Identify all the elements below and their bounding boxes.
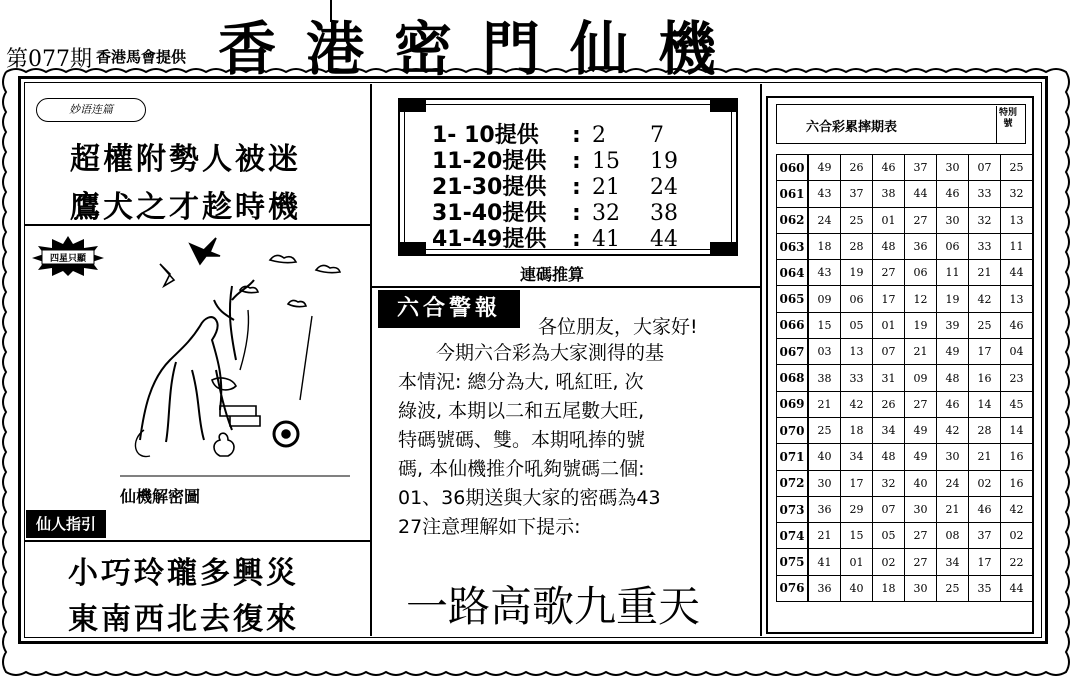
number-cell: 27 <box>873 260 905 286</box>
table-row <box>777 286 1033 312</box>
table-row <box>777 233 1033 259</box>
period-cell: 061 <box>777 181 809 207</box>
number-cell: 23 <box>1001 365 1033 391</box>
number-cell: 46 <box>873 155 905 181</box>
number-cell: 40 <box>905 470 937 496</box>
verse-bottom-line-2: 東南西北去復來 <box>68 602 299 637</box>
period-cell: 062 <box>777 207 809 233</box>
number-cell: 49 <box>808 155 841 181</box>
number-cell: 37 <box>841 181 873 207</box>
number-cell: 43 <box>808 181 841 207</box>
body-line: 碼, 本仙機推介吼夠號碼二個: <box>398 458 645 480</box>
slogan: 一路高歌九重天 <box>406 582 701 631</box>
number-cell: 05 <box>841 312 873 338</box>
number-cell: 25 <box>808 417 841 443</box>
period-cell: 067 <box>777 339 809 365</box>
number-cell: 09 <box>905 365 937 391</box>
period-cell: 072 <box>777 470 809 496</box>
number-cell: 25 <box>1001 155 1033 181</box>
number-cell: 01 <box>841 549 873 575</box>
number-cell: 04 <box>1001 339 1033 365</box>
number-cell: 32 <box>1001 181 1033 207</box>
period-cell: 060 <box>777 155 809 181</box>
number-cell: 27 <box>905 207 937 233</box>
number-cell: 16 <box>1001 470 1033 496</box>
period-cell: 069 <box>777 391 809 417</box>
number-cell: 01 <box>873 312 905 338</box>
number-cell: 16 <box>1001 444 1033 470</box>
number-cell: 28 <box>841 233 873 259</box>
body-line: 27注意理解如下提示: <box>398 516 581 538</box>
number-cell: 14 <box>969 391 1001 417</box>
number-cell: 17 <box>873 286 905 312</box>
divider-left-lower <box>24 540 370 542</box>
number-cell: 46 <box>1001 312 1033 338</box>
number-cell: 05 <box>873 523 905 549</box>
period-cell: 066 <box>777 312 809 338</box>
number-cell: 13 <box>1001 286 1033 312</box>
table-row <box>777 260 1033 286</box>
number-cell: 21 <box>937 496 969 522</box>
number-cell: 29 <box>841 496 873 522</box>
period-cell: 071 <box>777 444 809 470</box>
number-row-label: 11-20提供 <box>432 149 547 174</box>
number-cell: 36 <box>808 575 841 601</box>
number-cell: 19 <box>937 286 969 312</box>
number-cell: 21 <box>969 260 1001 286</box>
number-cell: 44 <box>905 181 937 207</box>
number-cell: 46 <box>969 496 1001 522</box>
verse-top-line-2: 鷹犬之才趁時機 <box>70 190 301 225</box>
number-cell: 44 <box>1001 575 1033 601</box>
number-b: 19 <box>650 149 678 174</box>
body-line: 本情況: 總分為大, 吼紅旺, 次 <box>398 371 644 393</box>
table-row <box>777 417 1033 443</box>
number-cell: 30 <box>905 496 937 522</box>
number-a: 21 <box>592 175 620 200</box>
number-cell: 24 <box>937 470 969 496</box>
body-line: 01、36期送與大家的密碼為43 <box>398 487 661 509</box>
number-cell: 09 <box>808 286 841 312</box>
number-cell: 26 <box>873 391 905 417</box>
number-cell: 30 <box>937 444 969 470</box>
number-cell: 25 <box>969 312 1001 338</box>
number-cell: 48 <box>873 444 905 470</box>
number-cell: 49 <box>905 417 937 443</box>
number-cell: 40 <box>808 444 841 470</box>
number-cell: 02 <box>873 549 905 575</box>
number-cell: 06 <box>937 233 969 259</box>
number-cell: 32 <box>969 207 1001 233</box>
number-cell: 33 <box>969 233 1001 259</box>
number-cell: 37 <box>905 155 937 181</box>
number-cell: 30 <box>905 575 937 601</box>
number-cell: 38 <box>873 181 905 207</box>
body-line: 綠波, 本期以二和五尾數大旺, <box>398 400 645 422</box>
number-cell: 46 <box>937 391 969 417</box>
period-cell: 070 <box>777 417 809 443</box>
number-cell: 21 <box>808 523 841 549</box>
table-row <box>777 365 1033 391</box>
number-cell: 32 <box>873 470 905 496</box>
body-line: 特碼號碼、雙。本期吼捧的號 <box>398 429 646 451</box>
number-row-label: 21-30提供 <box>432 175 547 200</box>
number-cell: 26 <box>841 155 873 181</box>
alarm-label: 六合警報 <box>378 290 520 328</box>
body-line: 今期六合彩為大家測得的基 <box>398 342 665 364</box>
number-row-colon: : <box>572 227 581 252</box>
period-cell: 074 <box>777 523 809 549</box>
number-cell: 31 <box>873 365 905 391</box>
table-row <box>777 523 1033 549</box>
number-cell: 07 <box>873 496 905 522</box>
table-row <box>777 470 1033 496</box>
number-cell: 45 <box>1001 391 1033 417</box>
number-cell: 15 <box>808 312 841 338</box>
number-row <box>432 222 690 253</box>
period-cell: 076 <box>777 575 809 601</box>
table-row <box>777 549 1033 575</box>
number-cell: 16 <box>969 365 1001 391</box>
period-cell: 075 <box>777 549 809 575</box>
number-cell: 18 <box>808 233 841 259</box>
number-cell: 30 <box>937 155 969 181</box>
table-row <box>777 181 1033 207</box>
number-a: 41 <box>592 227 620 252</box>
number-cell: 18 <box>841 417 873 443</box>
number-cell: 28 <box>969 417 1001 443</box>
number-cell: 07 <box>873 339 905 365</box>
number-cell: 27 <box>905 523 937 549</box>
greeting: 各位朋友，大家好! <box>538 316 698 338</box>
page-title: 香港密門仙機 <box>218 15 747 83</box>
number-cell: 24 <box>808 207 841 233</box>
number-cell: 17 <box>969 549 1001 575</box>
number-cell: 48 <box>937 365 969 391</box>
number-cell: 06 <box>841 286 873 312</box>
number-cell: 13 <box>1001 207 1033 233</box>
number-cell: 42 <box>1001 496 1033 522</box>
number-cell: 40 <box>841 575 873 601</box>
number-row-colon: : <box>572 149 581 174</box>
number-cell: 46 <box>937 181 969 207</box>
number-cell: 36 <box>808 496 841 522</box>
number-cell: 21 <box>905 339 937 365</box>
star-badge-text: 四星只顯 <box>49 254 87 264</box>
number-row-colon: : <box>572 175 581 200</box>
provider-label: 香港馬會提供 <box>96 48 187 66</box>
number-cell: 27 <box>905 391 937 417</box>
number-cell: 15 <box>841 523 873 549</box>
number-cell: 37 <box>969 523 1001 549</box>
number-cell: 06 <box>905 260 937 286</box>
divider-right <box>760 84 762 636</box>
table-row <box>777 312 1033 338</box>
number-a: 15 <box>592 149 620 174</box>
results-table <box>776 154 1033 602</box>
number-cell: 08 <box>937 523 969 549</box>
number-cell: 02 <box>969 470 1001 496</box>
number-a: 32 <box>592 201 620 226</box>
divider-middle <box>372 286 760 288</box>
number-b: 24 <box>650 175 678 200</box>
number-cell: 35 <box>969 575 1001 601</box>
number-cell: 34 <box>873 417 905 443</box>
illustration-caption: 仙機解密圖 <box>120 487 201 506</box>
number-row-label: 31-40提供 <box>432 201 547 226</box>
consecutive-title: 連碼推算 <box>520 265 585 284</box>
number-cell: 11 <box>1001 233 1033 259</box>
number-cell: 03 <box>808 339 841 365</box>
number-cell: 17 <box>841 470 873 496</box>
number-cell: 34 <box>937 549 969 575</box>
number-cell: 49 <box>905 444 937 470</box>
number-cell: 38 <box>808 365 841 391</box>
period-cell: 065 <box>777 286 809 312</box>
number-cell: 41 <box>808 549 841 575</box>
verse-badge: 妙语连篇 <box>36 98 146 122</box>
number-cell: 17 <box>969 339 1001 365</box>
number-row-colon: : <box>572 201 581 226</box>
number-b: 38 <box>650 201 678 226</box>
number-cell: 02 <box>1001 523 1033 549</box>
number-cell: 07 <box>969 155 1001 181</box>
number-cell: 21 <box>969 444 1001 470</box>
number-row-colon: : <box>572 123 581 148</box>
number-cell: 18 <box>873 575 905 601</box>
table-row <box>777 575 1033 601</box>
number-cell: 49 <box>937 339 969 365</box>
number-a: 2 <box>592 123 606 148</box>
horse-illustration <box>120 230 370 482</box>
table-row <box>777 444 1033 470</box>
period-cell: 064 <box>777 260 809 286</box>
number-cell: 13 <box>841 339 873 365</box>
number-cell: 30 <box>937 207 969 233</box>
number-b: 44 <box>650 227 678 252</box>
number-cell: 22 <box>1001 549 1033 575</box>
star-badge <box>32 236 104 276</box>
divider-left <box>370 84 372 636</box>
number-cell: 27 <box>905 549 937 575</box>
special-number-stamp: 特別號 <box>996 106 1019 144</box>
number-cell: 01 <box>873 207 905 233</box>
table-row <box>777 207 1033 233</box>
number-cell: 30 <box>808 470 841 496</box>
number-cell: 12 <box>905 286 937 312</box>
number-cell: 19 <box>841 260 873 286</box>
number-cell: 19 <box>905 312 937 338</box>
table-row <box>777 339 1033 365</box>
issue-number: 第077期 <box>6 47 92 72</box>
number-cell: 21 <box>808 391 841 417</box>
number-cell: 39 <box>937 312 969 338</box>
number-cell: 11 <box>937 260 969 286</box>
table-row <box>777 155 1033 181</box>
number-cell: 14 <box>1001 417 1033 443</box>
verse-bottom-line-1: 小巧玲瓏多興災 <box>68 556 299 591</box>
number-cell: 33 <box>969 181 1001 207</box>
number-row-label: 1- 10提供 <box>432 123 539 148</box>
period-cell: 063 <box>777 233 809 259</box>
number-cell: 42 <box>969 286 1001 312</box>
number-cell: 33 <box>841 365 873 391</box>
number-cell: 42 <box>937 417 969 443</box>
number-b: 7 <box>650 123 664 148</box>
number-cell: 42 <box>841 391 873 417</box>
number-cell: 43 <box>808 260 841 286</box>
number-cell: 48 <box>873 233 905 259</box>
number-row-label: 41-49提供 <box>432 227 547 252</box>
number-cell: 25 <box>841 207 873 233</box>
number-cell: 44 <box>1001 260 1033 286</box>
number-cell: 25 <box>937 575 969 601</box>
results-table-title: 六合彩累摔期表 <box>806 120 898 135</box>
fairy-guide-label: 仙人指引 <box>26 510 106 538</box>
period-cell: 073 <box>777 496 809 522</box>
table-row <box>777 496 1033 522</box>
verse-top-line-1: 超權附勢人被迷 <box>70 142 301 177</box>
number-cell: 36 <box>905 233 937 259</box>
number-cell: 34 <box>841 444 873 470</box>
period-cell: 068 <box>777 365 809 391</box>
table-row <box>777 391 1033 417</box>
